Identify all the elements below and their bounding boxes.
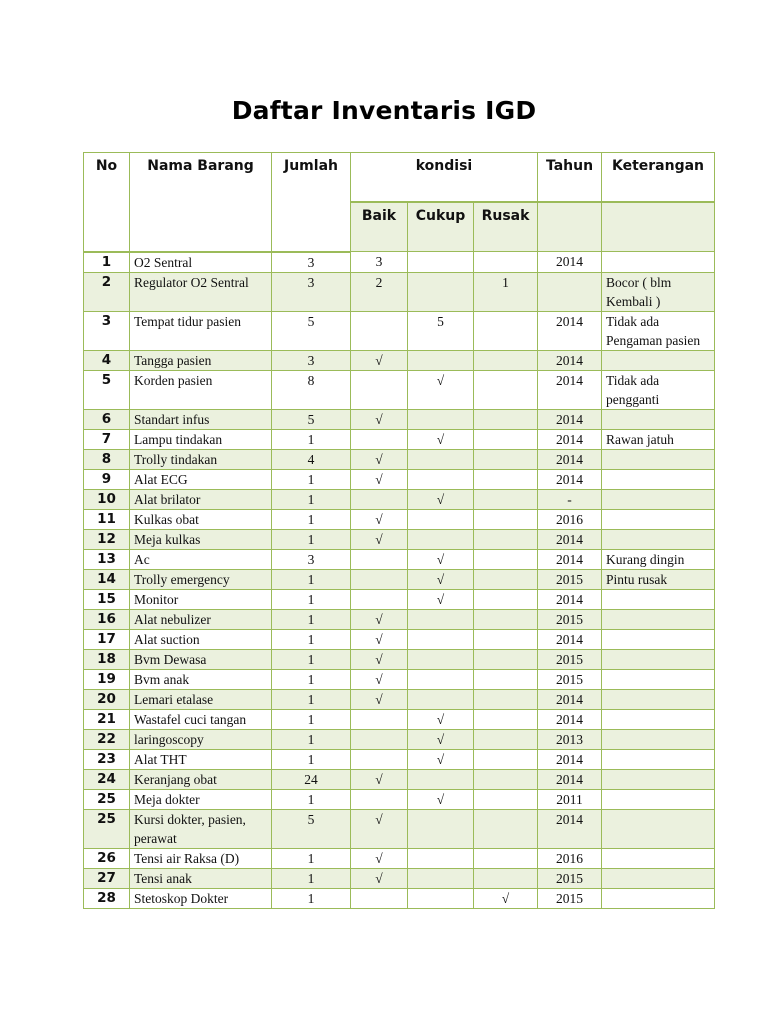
row-rusak: [474, 449, 538, 469]
row-cukup: √: [408, 489, 474, 509]
row-baik: √: [351, 769, 408, 789]
row-baik: √: [351, 629, 408, 649]
row-no: 9: [84, 469, 130, 489]
row-keterangan: Rawan jatuh: [602, 429, 715, 449]
inventory-table: [83, 152, 715, 909]
table-row: [84, 311, 715, 350]
row-tahun: 2014: [538, 749, 602, 769]
row-tahun: 2014: [538, 529, 602, 549]
row-no: 10: [84, 489, 130, 509]
table-row: [84, 649, 715, 669]
table-row: [84, 469, 715, 489]
table-row: [84, 549, 715, 569]
row-rusak: [474, 729, 538, 749]
row-jumlah: 1: [272, 868, 351, 888]
row-cukup: √: [408, 569, 474, 589]
row-keterangan: [602, 769, 715, 789]
table-row: [84, 449, 715, 469]
row-nama-barang: Ac: [130, 549, 272, 569]
row-cukup: [408, 669, 474, 689]
row-nama-barang: Monitor: [130, 589, 272, 609]
row-nama-barang: O2 Sentral: [130, 252, 272, 273]
row-tahun: 2014: [538, 350, 602, 370]
row-rusak: [474, 809, 538, 848]
row-nama-barang: Korden pasien: [130, 370, 272, 409]
row-no: 7: [84, 429, 130, 449]
row-baik: √: [351, 649, 408, 669]
row-no: 5: [84, 370, 130, 409]
row-rusak: [474, 848, 538, 868]
table-row: [84, 629, 715, 649]
row-cukup: √: [408, 370, 474, 409]
row-keterangan: [602, 709, 715, 729]
row-rusak: [474, 589, 538, 609]
row-baik: √: [351, 509, 408, 529]
header-tahun: Tahun: [538, 153, 602, 203]
row-nama-barang: Tangga pasien: [130, 350, 272, 370]
row-jumlah: 4: [272, 449, 351, 469]
row-jumlah: 1: [272, 749, 351, 769]
row-no: 12: [84, 529, 130, 549]
row-baik: √: [351, 669, 408, 689]
row-keterangan: [602, 489, 715, 509]
row-cukup: [408, 629, 474, 649]
row-jumlah: 1: [272, 469, 351, 489]
row-cukup: √: [408, 749, 474, 769]
row-tahun: 2014: [538, 469, 602, 489]
row-no: 20: [84, 689, 130, 709]
row-keterangan: [602, 409, 715, 429]
row-rusak: [474, 311, 538, 350]
row-jumlah: 8: [272, 370, 351, 409]
row-jumlah: 1: [272, 888, 351, 908]
row-rusak: √: [474, 888, 538, 908]
table-row: [84, 749, 715, 769]
table-row: [84, 429, 715, 449]
table-row: [84, 252, 715, 273]
row-no: 11: [84, 509, 130, 529]
row-nama-barang: Meja dokter: [130, 789, 272, 809]
row-keterangan: [602, 848, 715, 868]
row-no: 22: [84, 729, 130, 749]
row-keterangan: Pintu rusak: [602, 569, 715, 589]
row-cukup: √: [408, 589, 474, 609]
header-baik: Baik: [351, 202, 408, 252]
row-jumlah: 3: [272, 252, 351, 273]
row-keterangan: [602, 509, 715, 529]
header-keterangan-blank: [602, 202, 715, 252]
header-rusak: Rusak: [474, 202, 538, 252]
row-no: 26: [84, 848, 130, 868]
row-jumlah: 1: [272, 529, 351, 549]
row-baik: [351, 589, 408, 609]
table-row: [84, 848, 715, 868]
table-body: [84, 252, 715, 909]
row-nama-barang: Wastafel cuci tangan: [130, 709, 272, 729]
row-baik: √: [351, 529, 408, 549]
row-baik: [351, 709, 408, 729]
row-tahun: 2015: [538, 569, 602, 589]
row-cukup: √: [408, 789, 474, 809]
row-rusak: [474, 709, 538, 729]
row-rusak: [474, 252, 538, 273]
row-jumlah: 5: [272, 809, 351, 848]
row-tahun: -: [538, 489, 602, 509]
header-cukup: Cukup: [408, 202, 474, 252]
row-rusak: [474, 868, 538, 888]
row-keterangan: Tidak ada pengganti: [602, 370, 715, 409]
row-cukup: [408, 868, 474, 888]
row-keterangan: [602, 449, 715, 469]
row-cukup: [408, 469, 474, 489]
row-rusak: [474, 469, 538, 489]
row-keterangan: [602, 888, 715, 908]
row-keterangan: [602, 469, 715, 489]
row-cukup: [408, 649, 474, 669]
table-row: [84, 589, 715, 609]
row-cukup: [408, 809, 474, 848]
row-nama-barang: Alat nebulizer: [130, 609, 272, 629]
row-baik: √: [351, 350, 408, 370]
row-keterangan: Bocor ( blm Kembali ): [602, 272, 715, 311]
row-jumlah: 1: [272, 649, 351, 669]
row-no: 24: [84, 769, 130, 789]
row-rusak: [474, 350, 538, 370]
row-keterangan: [602, 689, 715, 709]
row-rusak: [474, 629, 538, 649]
row-jumlah: 1: [272, 729, 351, 749]
table-row: [84, 789, 715, 809]
row-tahun: 2013: [538, 729, 602, 749]
row-rusak: [474, 549, 538, 569]
row-rusak: [474, 649, 538, 669]
row-nama-barang: Standart infus: [130, 409, 272, 429]
row-tahun: 2014: [538, 689, 602, 709]
row-tahun: 2014: [538, 409, 602, 429]
row-nama-barang: Tensi air Raksa (D): [130, 848, 272, 868]
table-row: [84, 370, 715, 409]
row-no: 17: [84, 629, 130, 649]
row-nama-barang: Trolly tindakan: [130, 449, 272, 469]
row-jumlah: 1: [272, 669, 351, 689]
row-cukup: [408, 769, 474, 789]
row-nama-barang: Meja kulkas: [130, 529, 272, 549]
table-row: [84, 272, 715, 311]
page-title: Daftar Inventaris IGD: [231, 96, 537, 125]
row-keterangan: [602, 809, 715, 848]
row-baik: √: [351, 868, 408, 888]
row-no: 8: [84, 449, 130, 469]
row-tahun: 2011: [538, 789, 602, 809]
row-cukup: [408, 409, 474, 429]
row-rusak: [474, 509, 538, 529]
row-baik: [351, 429, 408, 449]
row-tahun: 2015: [538, 868, 602, 888]
row-nama-barang: Lampu tindakan: [130, 429, 272, 449]
row-no: 6: [84, 409, 130, 429]
row-tahun: 2016: [538, 848, 602, 868]
row-rusak: [474, 769, 538, 789]
row-no: 19: [84, 669, 130, 689]
row-tahun: 2014: [538, 629, 602, 649]
row-jumlah: 5: [272, 409, 351, 429]
row-baik: 2: [351, 272, 408, 311]
row-tahun: 2016: [538, 509, 602, 529]
row-baik: [351, 311, 408, 350]
row-cukup: √: [408, 729, 474, 749]
row-cukup: [408, 529, 474, 549]
row-nama-barang: Tempat tidur pasien: [130, 311, 272, 350]
row-rusak: [474, 409, 538, 429]
row-baik: √: [351, 809, 408, 848]
row-no: 23: [84, 749, 130, 769]
header-kondisi: kondisi: [351, 153, 538, 203]
row-no: 4: [84, 350, 130, 370]
row-no: 21: [84, 709, 130, 729]
row-jumlah: 1: [272, 569, 351, 589]
row-nama-barang: Trolly emergency: [130, 569, 272, 589]
header-keterangan: Keterangan: [602, 153, 715, 203]
row-cukup: 5: [408, 311, 474, 350]
table-row: [84, 669, 715, 689]
row-cukup: [408, 509, 474, 529]
row-nama-barang: Stetoskop Dokter: [130, 888, 272, 908]
row-keterangan: [602, 669, 715, 689]
row-jumlah: 1: [272, 709, 351, 729]
table-row: [84, 409, 715, 429]
row-jumlah: 1: [272, 489, 351, 509]
row-tahun: 2014: [538, 429, 602, 449]
row-cukup: √: [408, 429, 474, 449]
row-nama-barang: Lemari etalase: [130, 689, 272, 709]
row-nama-barang: Alat suction: [130, 629, 272, 649]
row-tahun: 2014: [538, 311, 602, 350]
row-rusak: [474, 569, 538, 589]
row-baik: √: [351, 469, 408, 489]
row-cukup: [408, 689, 474, 709]
table-row: [84, 868, 715, 888]
row-tahun: 2014: [538, 370, 602, 409]
row-tahun: 2015: [538, 888, 602, 908]
row-baik: [351, 489, 408, 509]
row-baik: [351, 729, 408, 749]
row-nama-barang: Tensi anak: [130, 868, 272, 888]
row-keterangan: [602, 529, 715, 549]
row-rusak: [474, 689, 538, 709]
row-rusak: [474, 609, 538, 629]
table-row: [84, 769, 715, 789]
header-no: No: [84, 153, 130, 252]
row-keterangan: [602, 749, 715, 769]
row-baik: [351, 370, 408, 409]
table-row: [84, 569, 715, 589]
row-cukup: [408, 350, 474, 370]
table-row: [84, 609, 715, 629]
table-row: [84, 509, 715, 529]
row-jumlah: 1: [272, 629, 351, 649]
row-baik: [351, 888, 408, 908]
row-nama-barang: Keranjang obat: [130, 769, 272, 789]
row-keterangan: [602, 729, 715, 749]
row-tahun: 2014: [538, 709, 602, 729]
row-jumlah: 3: [272, 549, 351, 569]
row-keterangan: [602, 649, 715, 669]
row-rusak: [474, 429, 538, 449]
row-keterangan: Kurang dingin: [602, 549, 715, 569]
row-nama-barang: Alat brilator: [130, 489, 272, 509]
table-row: [84, 529, 715, 549]
row-keterangan: Tidak ada Pengaman pasien: [602, 311, 715, 350]
row-nama-barang: Kursi dokter, pasien, perawat: [130, 809, 272, 848]
row-jumlah: 1: [272, 789, 351, 809]
row-baik: √: [351, 848, 408, 868]
row-tahun: 2014: [538, 449, 602, 469]
row-rusak: 1: [474, 272, 538, 311]
table-row: [84, 350, 715, 370]
row-keterangan: [602, 789, 715, 809]
header-jumlah: Jumlah: [272, 153, 351, 252]
row-cukup: [408, 888, 474, 908]
row-keterangan: [602, 609, 715, 629]
row-rusak: [474, 370, 538, 409]
row-cukup: [408, 272, 474, 311]
row-baik: [351, 569, 408, 589]
row-cukup: √: [408, 549, 474, 569]
row-cukup: [408, 609, 474, 629]
row-nama-barang: Alat ECG: [130, 469, 272, 489]
table-row: [84, 888, 715, 908]
row-jumlah: 3: [272, 272, 351, 311]
row-tahun: 2015: [538, 669, 602, 689]
row-keterangan: [602, 350, 715, 370]
row-no: 2: [84, 272, 130, 311]
row-tahun: 2015: [538, 609, 602, 629]
row-rusak: [474, 529, 538, 549]
row-keterangan: [602, 252, 715, 273]
row-baik: √: [351, 409, 408, 429]
header-nama-barang: Nama Barang: [130, 153, 272, 252]
row-rusak: [474, 789, 538, 809]
row-baik: [351, 749, 408, 769]
row-cukup: [408, 252, 474, 273]
row-no: 18: [84, 649, 130, 669]
row-baik: √: [351, 449, 408, 469]
row-tahun: 2014: [538, 769, 602, 789]
row-no: 25: [84, 809, 130, 848]
row-jumlah: 1: [272, 509, 351, 529]
row-jumlah: 1: [272, 609, 351, 629]
row-baik: 3: [351, 252, 408, 273]
row-keterangan: [602, 868, 715, 888]
row-no: 1: [84, 252, 130, 273]
row-nama-barang: Kulkas obat: [130, 509, 272, 529]
row-nama-barang: Bvm Dewasa: [130, 649, 272, 669]
row-jumlah: 1: [272, 689, 351, 709]
table-row: [84, 689, 715, 709]
row-tahun: [538, 272, 602, 311]
table-row: [84, 489, 715, 509]
row-tahun: 2015: [538, 649, 602, 669]
row-rusak: [474, 669, 538, 689]
row-nama-barang: laringoscopy: [130, 729, 272, 749]
row-nama-barang: Bvm anak: [130, 669, 272, 689]
row-jumlah: 5: [272, 311, 351, 350]
row-no: 27: [84, 868, 130, 888]
header-tahun-blank: [538, 202, 602, 252]
table-row: [84, 709, 715, 729]
row-jumlah: 24: [272, 769, 351, 789]
row-jumlah: 1: [272, 848, 351, 868]
header-row: [84, 153, 715, 203]
row-tahun: 2014: [538, 549, 602, 569]
row-cukup: √: [408, 709, 474, 729]
row-no: 16: [84, 609, 130, 629]
row-baik: √: [351, 609, 408, 629]
row-no: 3: [84, 311, 130, 350]
row-jumlah: 1: [272, 589, 351, 609]
row-tahun: 2014: [538, 809, 602, 848]
row-rusak: [474, 749, 538, 769]
row-nama-barang: Alat THT: [130, 749, 272, 769]
table-row: [84, 809, 715, 848]
row-rusak: [474, 489, 538, 509]
table-row: [84, 729, 715, 749]
row-no: 13: [84, 549, 130, 569]
row-no: 28: [84, 888, 130, 908]
row-baik: √: [351, 689, 408, 709]
row-keterangan: [602, 629, 715, 649]
row-baik: [351, 549, 408, 569]
row-baik: [351, 789, 408, 809]
row-no: 25: [84, 789, 130, 809]
row-cukup: [408, 848, 474, 868]
row-nama-barang: Regulator O2 Sentral: [130, 272, 272, 311]
row-tahun: 2014: [538, 252, 602, 273]
row-keterangan: [602, 589, 715, 609]
row-tahun: 2014: [538, 589, 602, 609]
row-jumlah: 1: [272, 429, 351, 449]
row-no: 14: [84, 569, 130, 589]
row-jumlah: 3: [272, 350, 351, 370]
row-cukup: [408, 449, 474, 469]
row-no: 15: [84, 589, 130, 609]
